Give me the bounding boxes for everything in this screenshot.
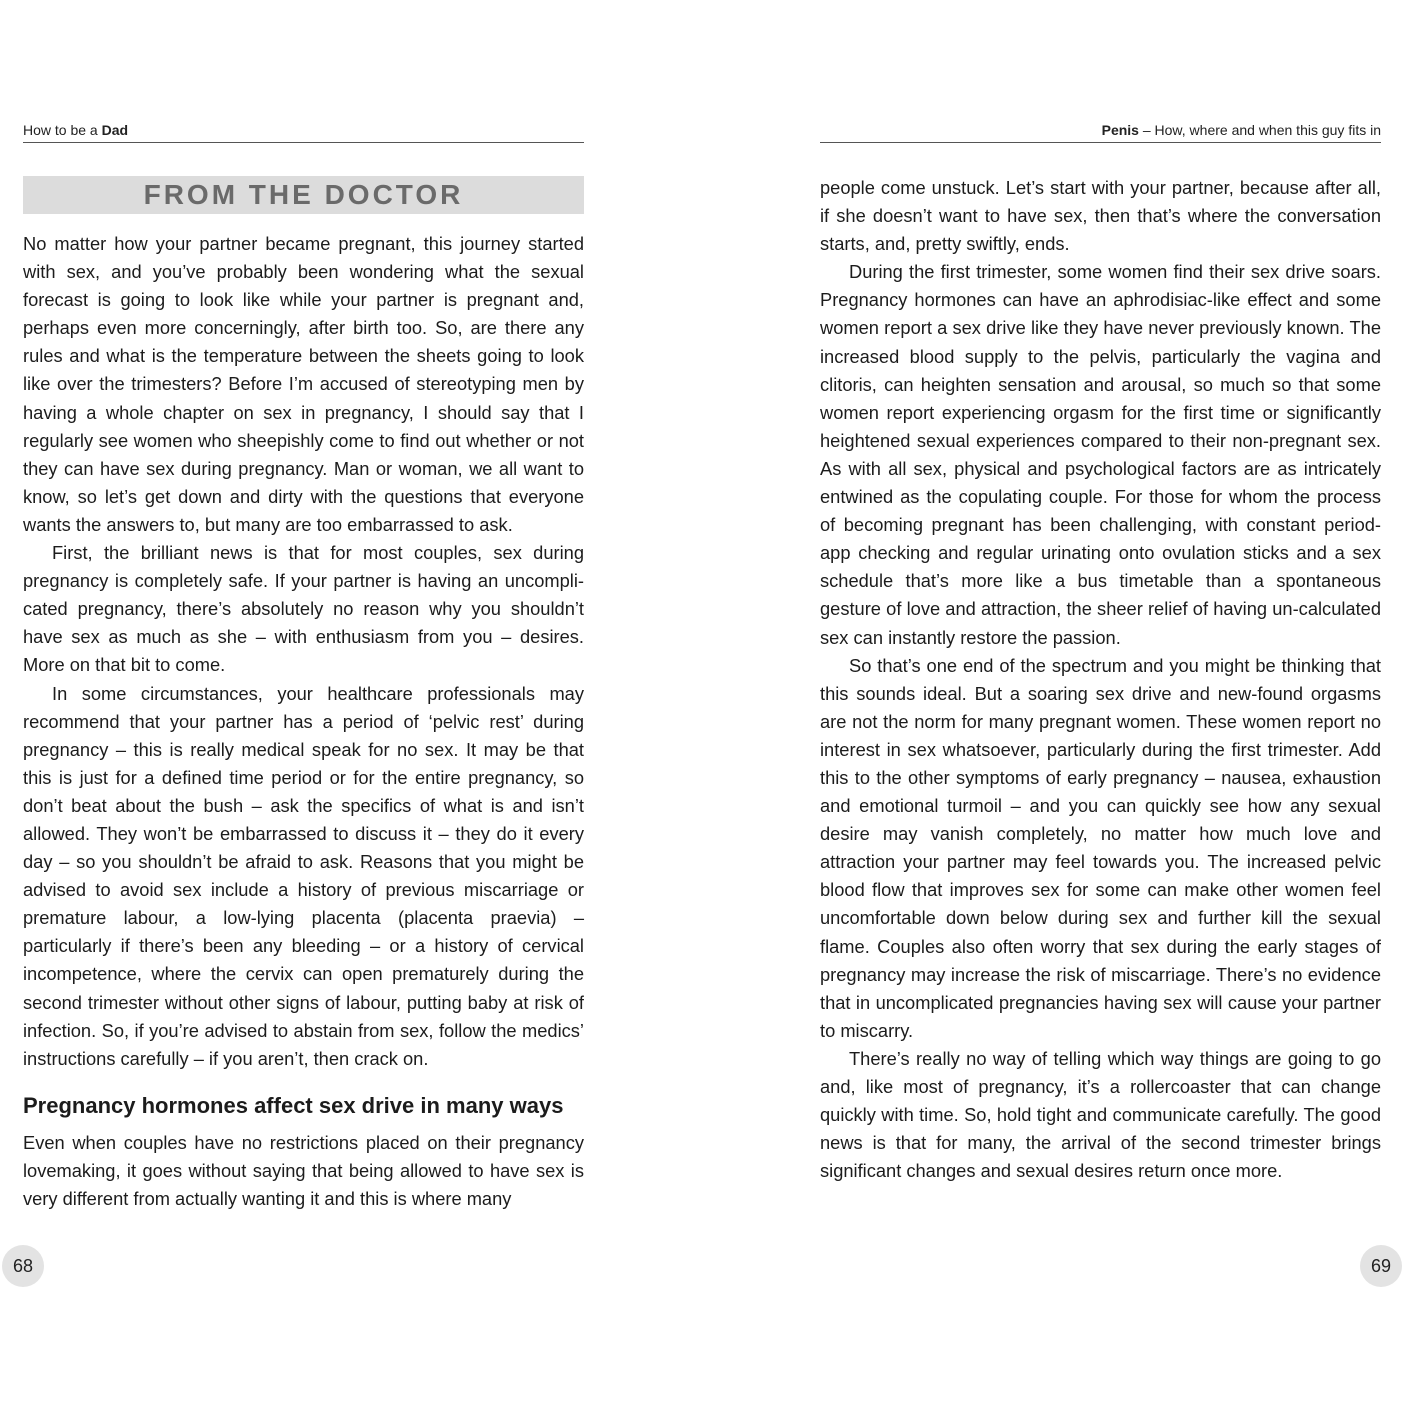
right-body-text: [820, 174, 1381, 1185]
paragraph: No matter how your partner became pregnant, this journey started with sex, and you’ve probably been wondering what the sexual forecast is going to look like while your partner is pregnant and, perhaps even more concerningly, after birth too. So, are there any rules and what is the temperature between the sheets going to look like over the trimesters? Before I’m accused of stereotyping men by having a whole chapter on sex in pregnancy, I should say that I regularly see women who sheepishly come to find out whether or not they can have sex during pregnancy. Man or woman, we all want to know, so let’s get down and dirty with the questions that everyone wants the answers to, but many are too embarrassed to ask.: [23, 233, 584, 535]
paragraph: First, the brilliant news is that for most couples, sex during pregnancy is completely safe. If your partner is having an uncomplicated pregnancy, there’s absolutely no reason why you shouldn’t have sex as much as she – with enthusiasm from you – desires. More on that bit to come.: [23, 542, 584, 676]
left-page: [23, 0, 584, 1409]
paragraph: In some circumstances, your healthcare professionals may recommend that your partner has a period of ‘pelvic rest’ during pregnancy – this is really medical speak for no sex. It may be that this is just for a defined time period or for the entire pregnancy, so don’t beat about the bush – ask the specifics of what is and isn’t allowed. They won’t be embarrassed to discuss it – they do it every day – so you shouldn’t be afraid to ask. Reasons that you might be advised to avoid sex include a history of previous miscarriage or premature labour, a low-lying placenta (placenta praevia) – particularly if there’s been any bleeding – or a history of cervical incompetence, where the cervix can open prematurely during the second trimester without other signs of labour, putting baby at risk of infection. So, if you’re advised to abstain from sex, follow the medics’ instructions carefully – if you aren’t, then crack on.: [23, 682, 584, 1069]
left-body-text: [23, 230, 584, 1073]
right-page: [820, 0, 1381, 1409]
paragraph: people come unstuck. Let’s start with your partner, because after all, if she doesn’t want to have sex, then that’s where the conversation starts, and, pretty swiftly, ends.: [820, 177, 1381, 255]
chapter-title-suffix: – How, where and when this guy fits in: [1138, 122, 1381, 138]
running-head-left: [23, 120, 584, 143]
paragraph: So that’s one end of the spectrum and you might be thinking that this sounds ideal. But a soaring sex drive and new-found orgasms are not the norm for many pregnant women. These women report no interest in sex whatsoever, particularly during the first trimester. Add this to the other symptoms of early pregnancy – nausea, exhaustion and emotional turmoil – and you can quickly see how any sexual desire may vanish completely, no matter how much love and attraction your partner may feel towards you. The increased pelvic blood flow that improves sex for some can make other women feel uncomfortable down below during sex and further kill the sexual flame. Couples also often worry that sex during the early stages of pregnancy may increase the risk of miscarriage. There’s no evidence that in uncomplicated pregnancies having sex will cause your partner to miscarry.: [820, 654, 1381, 1041]
paragraph: There’s really no way of telling which way things are going to go and, like most of pregnancy, it’s a rollercoaster that can change quickly with time. So, hold tight and communicate carefully. The good news is that for many, the arrival of the second trimester brings significant changes and sexual desires return once more.: [820, 1047, 1381, 1182]
book-title-bold: Dad: [101, 122, 129, 138]
section-banner: FROM THE DOCTOR: [23, 176, 584, 214]
page-number-left: 68: [2, 1245, 44, 1287]
paragraph: During the first trimester, some women find their sex drive soars. Pregnancy hormones can have an aphrodisiac-like effect and some women report a sex drive like they have never previously known. The increased blood supply to the pelvis, particularly the vagina and clitoris, can heighten sensation and arousal, so much so that some women report experiencing orgasm for the first time or significantly heightened sexual experiences compared to their non-pregnant sex. As with all sex, physical and psychological factors are as intricately entwined as the copulating couple. For those for whom the process of becoming pregnant has been challenging, with constant period-app checking and regular urinating onto ovulation sticks and a sex schedule that’s more like a bus timetable than a spontaneous gesture of love and attraction, the sheer relief of having un-calculated sex can instantly restore the passion.: [820, 261, 1381, 648]
running-head-right: [820, 120, 1381, 143]
left-body-text-continued: [23, 1129, 584, 1213]
book-title-prefix: How to be a: [23, 122, 102, 138]
subheading: Pregnancy hormones affect sex drive in many ways: [23, 1093, 564, 1118]
paragraph: Even when couples have no restrictions placed on their pregnancy lovemaking, it goes without saying that being allowed to have sex is very different from actually wanting it and this is where many: [23, 1132, 584, 1210]
chapter-title-bold: Penis: [1101, 122, 1139, 138]
page-number-right: 69: [1360, 1245, 1402, 1287]
